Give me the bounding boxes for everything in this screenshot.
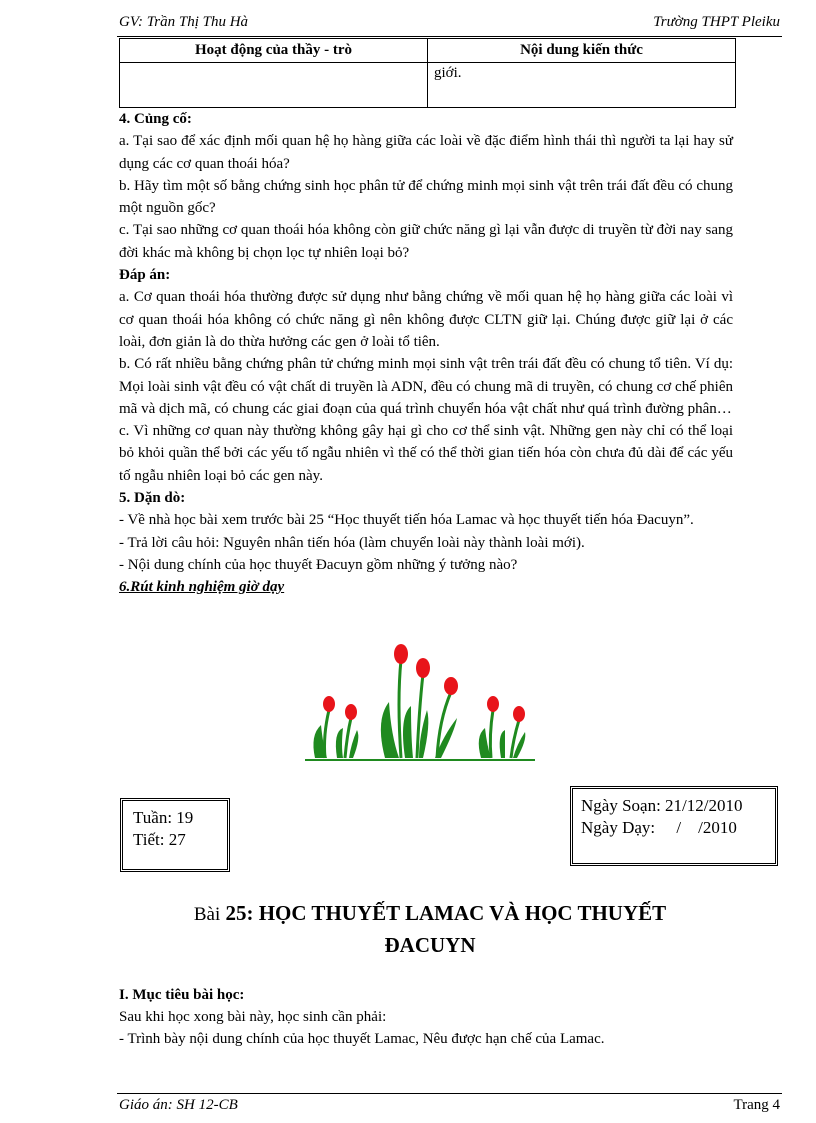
tulip-illustration <box>305 640 535 765</box>
lesson-title-line1: 25: HỌC THUYẾT LAMAC VÀ HỌC THUYẾT <box>225 901 667 925</box>
taught-date: Ngày Dạy: / /2010 <box>581 818 737 837</box>
lesson-plan-label: Giáo án: SH 12-CB <box>119 1097 238 1113</box>
objective-item-1: - Trình bày nội dung chính của học thuyết Lamac, Nêu được hạn chế của Lamac. <box>119 1031 605 1047</box>
question-b: b. Hãy tìm một số bằng chứng sinh học phân tử để chứng minh mọi sinh vật trên trái đất đều có chung một nguồn gốc? <box>119 177 733 217</box>
answer-a: a. Cơ quan thoái hóa thường được sử dụng như bằng chứng về mối quan hệ họ hàng giữa các loài vì cơ quan thoái hóa không có chức năng gì nên không được CLTN giữ lại. Chúng được giữ lại ở các loài, đơn giản là do thừa hưởng các gen ở loài tổ tiên. <box>119 289 733 350</box>
column-header-activity: Hoạt động của thầy - trò <box>120 39 428 63</box>
lesson-body <box>119 108 733 599</box>
period-label: Tiết: 27 <box>133 830 186 849</box>
question-c: c. Tại sao những cơ quan thoái hóa không còn giữ chức năng gì lại vẫn được di truyền từ đời nay sang đời khác mà không bị chọn lọc tự nhiên loại bỏ? <box>119 222 733 261</box>
header-divider <box>117 36 782 37</box>
tulip-group-center <box>381 644 458 758</box>
school-name: Trường THPT Pleiku <box>653 14 780 30</box>
homework-item-3: - Nội dung chính của học thuyết Đacuyn gồm những ý tưởng nào? <box>119 556 518 573</box>
homework-item-1: - Về nhà học bài xem trước bài 25 “Học thuyết tiến hóa Lamac và học thuyết tiến hóa Đacuyn”. <box>119 512 694 529</box>
tulip-group-left <box>313 696 358 758</box>
consolidation-heading: 4. Củng cố: <box>119 111 192 127</box>
objectives-heading: I. Mục tiêu bài học: <box>119 987 245 1003</box>
column-header-content: Nội dung kiến thức <box>428 39 736 63</box>
objectives-section <box>119 984 733 1050</box>
table-cell-content: giới. <box>428 63 736 108</box>
prepared-date: Ngày Soạn: 21/12/2010 <box>581 796 743 815</box>
answer-c: c. Vì những cơ quan này thường không gây hại gì cho cơ thể sinh vật. Những gen này chỉ có thể loại bỏ khỏi quần thể bởi các yếu tố ngẫu nhiên vì thế có thể thời gian tiến hóa còn chưa đủ dài để các yếu tố ngẫu nhiên loại bỏ các gen này. <box>119 423 733 484</box>
table-cell-activity <box>120 63 428 108</box>
lesson-title <box>150 898 710 960</box>
teacher-name: GV: Trần Thị Thu Hà <box>119 14 249 30</box>
tulip-group-right <box>479 696 526 758</box>
date-box <box>570 786 778 866</box>
answers-heading: Đáp án: <box>119 267 171 284</box>
table-header-row <box>120 39 736 63</box>
table-row <box>120 63 736 108</box>
homework-item-2: - Trả lời câu hỏi: Nguyên nhân tiến hóa (làm chuyển loài này thành loài mới). <box>119 534 585 551</box>
lesson-title-line2: ĐACUYN <box>384 933 476 957</box>
footer-divider <box>117 1093 782 1094</box>
lesson-prefix: Bài <box>193 904 221 925</box>
week-label: Tuần: 19 <box>133 808 194 827</box>
week-box <box>120 798 230 872</box>
question-a: a. Tại sao để xác định mối quan hệ họ hàng giữa các loài về đặc điểm hình thái thì người ta lại hay sử dụng các cơ quan thoái hóa? <box>119 133 733 172</box>
activity-table <box>119 38 736 108</box>
page-number: Trang 4 <box>733 1097 780 1113</box>
answer-b: b. Có rất nhiều bằng chứng phân tử chứng minh mọi sinh vật trên trái đất đều có chung tổ tiên. Ví dụ: Mọi loài sinh vật đều có vật chất di truyền là ADN, đều có chung mã di truyền, có chung cơ chế phiên mã và dịch mã, có chung các giai đoạn của quá trình chuyển hóa vật chất như quá trình đường phân… <box>119 356 733 417</box>
homework-heading: 5. Dặn dò: <box>119 490 186 507</box>
objectives-intro: Sau khi học xong bài này, học sinh cần phải: <box>119 1009 387 1025</box>
experience-heading: 6.Rút kinh nghiệm giờ dạy <box>119 579 285 596</box>
